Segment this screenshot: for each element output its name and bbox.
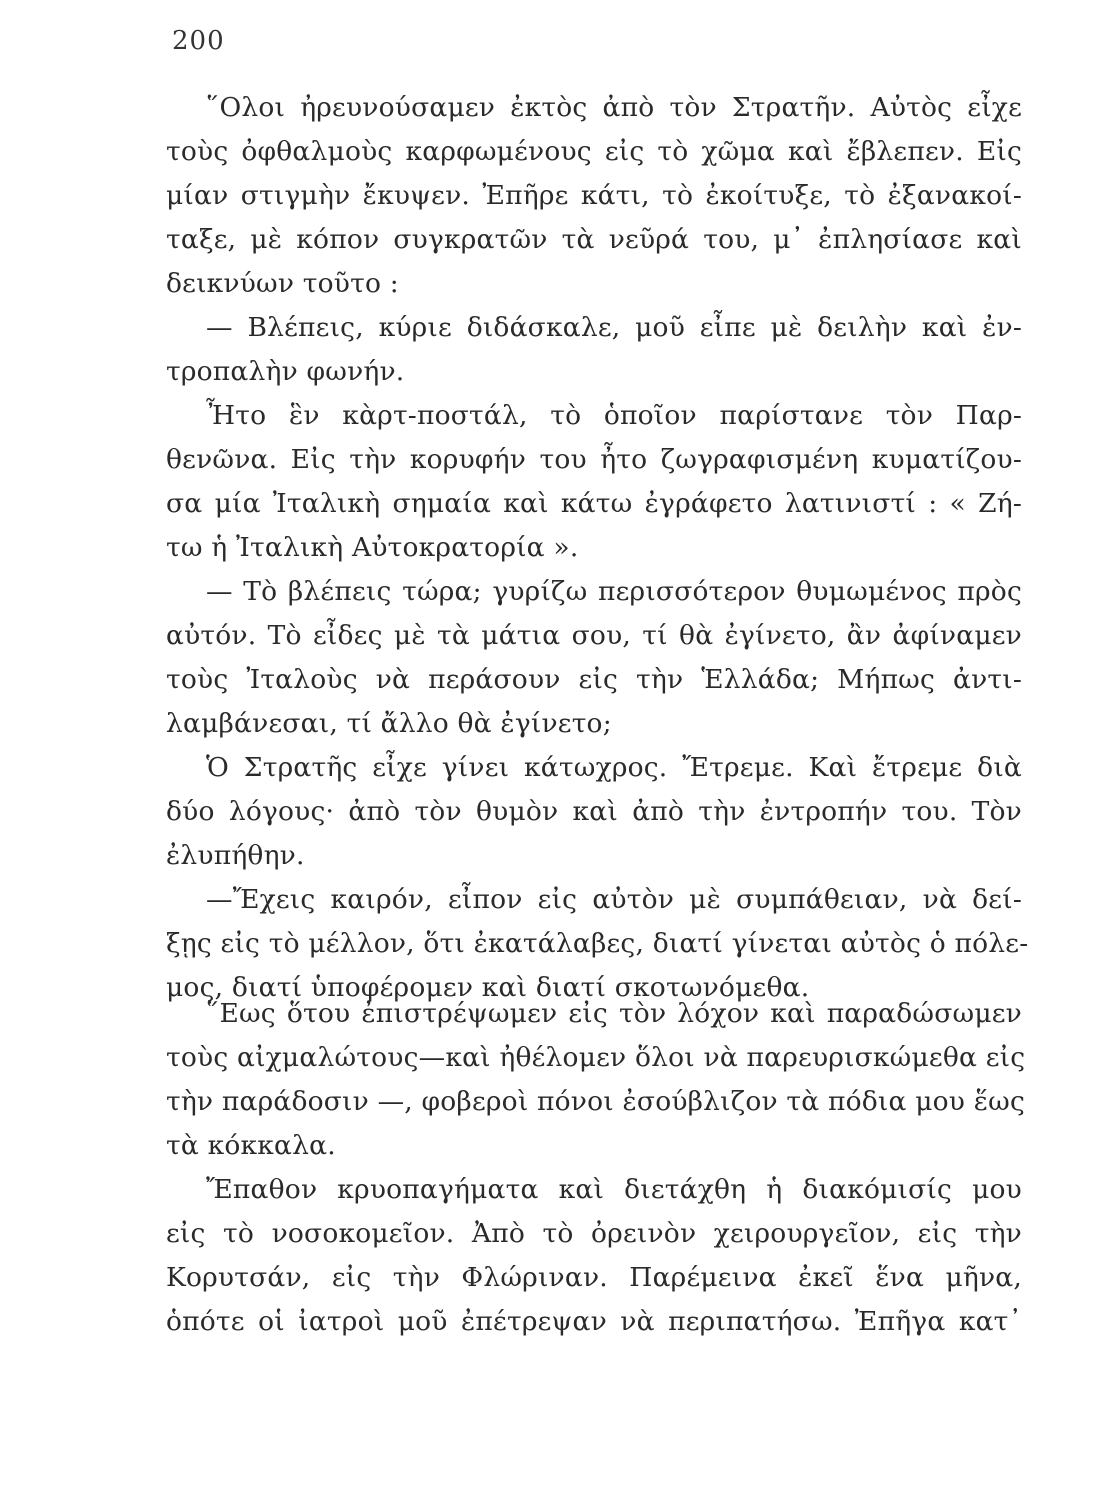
text-line: ἐλυπήθην. bbox=[166, 840, 305, 871]
text-line: — Τὸ βλέπεις τώρα; γυρίζω περισσότερον θυμωμένος πρὸς bbox=[206, 576, 1022, 607]
text-line: Ὁ Στρατῆς εἶχε γίνει κάτωχρος. Ἔτρεμε. Καὶ ἔτρεμε διὰ bbox=[206, 752, 1022, 783]
text-line: — Βλέπεις, κύριε διδάσκαλε, μοῦ εἶπε μὲ δειλὴν καὶ ἐν- bbox=[206, 312, 1022, 343]
text-line: ὁπότε οἱ ἰατροὶ μοῦ ἐπέτρεψαν νὰ περιπατήσω. Ἐπῆγα κατ᾽ bbox=[166, 1306, 1022, 1337]
text-line: μος, διατί ὑποφέρομεν καὶ διατί σκοτωνόμεθα. bbox=[166, 972, 810, 1003]
text-line: τοὺς Ἰταλοὺς νὰ περάσουν εἰς τὴν Ἑλλάδα; Μήπως ἀντι- bbox=[166, 664, 1022, 695]
text-line: τω ἡ Ἰταλικὴ Αὐτοκρατορία ». bbox=[166, 532, 579, 563]
text-line: σα μία Ἰταλικὴ σημαία καὶ κάτω ἐγράφετο λατινιστί : « Ζή- bbox=[166, 488, 1022, 519]
text-line: τοὺς αἰχμαλώτους—καὶ ἠθέλομεν ὅλοι νὰ παρευρισκώμεθα εἰς bbox=[166, 1042, 1026, 1073]
text-line: ξῃς εἰς τὸ μέλλον, ὅτι ἐκατάλαβες, διατί γίνεται αὐτὸς ὁ πόλε- bbox=[166, 928, 1029, 959]
text-line: εἰς τὸ νοσοκομεῖον. Ἀπὸ τὸ ὀρεινὸν χειρουργεῖον, εἰς τὴν bbox=[166, 1218, 1022, 1249]
text-line: ῞Εως ὅτου ἐπιστρέψωμεν εἰς τὸν λόχον καὶ παραδώσωμεν bbox=[206, 998, 1022, 1029]
text-line: δεικνύων τοῦτο : bbox=[166, 268, 399, 299]
text-line: μίαν στιγμὴν ἔκυψεν. Ἐπῆρε κάτι, τὸ ἐκοίτυξε, τὸ ἐξανακοί- bbox=[166, 180, 1022, 211]
text-line: τροπαλὴν φωνήν. bbox=[166, 356, 405, 387]
text-line: ταξε, μὲ κόπον συγκρατῶν τὰ νεῦρά του, μ᾽ ἐπλησίασε καὶ bbox=[166, 224, 1022, 255]
text-line: τοὺς ὀφθαλμοὺς καρφωμένους εἰς τὸ χῶμα καὶ ἔβλεπεν. Εἰς bbox=[166, 136, 1022, 167]
text-line: τὴν παράδοσιν —, φοβεροὶ πόνοι ἐσούβλιζον τὰ πόδια μου ἕως bbox=[166, 1086, 1026, 1117]
text-line: Ἔπαθον κρυοπαγήματα καὶ διετάχθη ἡ διακόμισίς μου bbox=[206, 1174, 1022, 1205]
text-line: ῞Ολοι ἠρευνούσαμεν ἐκτὸς ἀπὸ τὸν Στρατῆν. Αὐτὸς εἶχε bbox=[206, 92, 1022, 123]
text-line: λαμβάνεσαι, τί ἄλλο θὰ ἐγίνετο; bbox=[166, 708, 612, 739]
page-number: 200 bbox=[172, 26, 225, 56]
text-line: θενῶνα. Εἰς τὴν κορυφήν του ἦτο ζωγραφισμένη κυματίζου- bbox=[166, 444, 1022, 475]
text-line: —Ἔχεις καιρόν, εἶπον εἰς αὐτὸν μὲ συμπάθειαν, νὰ δεί- bbox=[206, 884, 1022, 915]
text-line: τὰ κόκκαλα. bbox=[166, 1130, 336, 1161]
text-line: Ἦτο ἓν κὰρτ-ποστάλ, τὸ ὁποῖον παρίστανε τὸν Παρ- bbox=[206, 400, 1022, 431]
text-line: δύο λόγους· ἀπὸ τὸν θυμὸν καὶ ἀπὸ τὴν ἐντροπήν του. Τὸν bbox=[166, 796, 1022, 827]
text-line: αὐτόν. Τὸ εἶδες μὲ τὰ μάτια σου, τί θὰ ἐγίνετο, ἂν ἀφίναμεν bbox=[166, 620, 1022, 651]
text-line: Κορυτσάν, εἰς τὴν Φλώριναν. Παρέμεινα ἐκεῖ ἕνα μῆνα, bbox=[166, 1262, 1022, 1293]
